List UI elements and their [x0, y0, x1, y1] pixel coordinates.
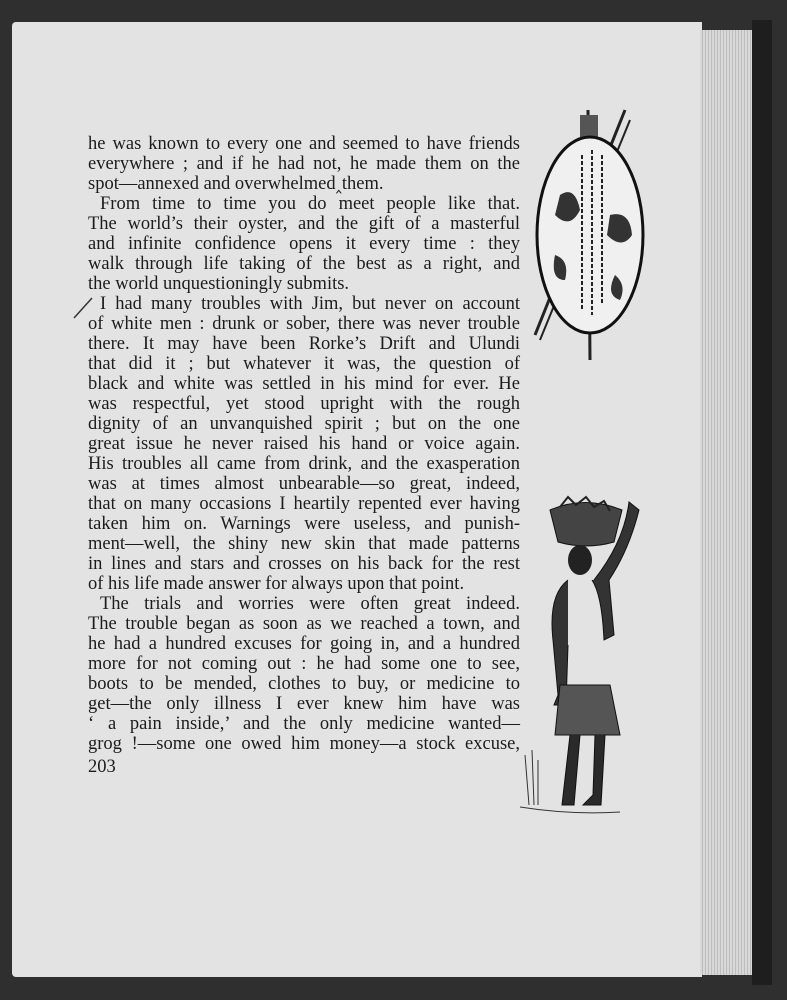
text-line: ‘ a pain inside,’ and the only medicine wanted— [88, 714, 520, 734]
text-line: get—the only illness I ever knew him have was [88, 694, 520, 714]
book-cover [752, 20, 772, 985]
text-line: The trials and worries were often great indeed. [100, 594, 520, 614]
body-text [88, 134, 520, 754]
text-line: From time to time you do meet people like that. [100, 194, 520, 214]
text-line: walk through life taking of the best as a right, and [88, 254, 520, 274]
text-line: black and white was settled in his mind for ever. He [88, 374, 520, 394]
text-line: and infinite confidence opens it every time : they [88, 234, 520, 254]
text-line: was at times almost unbearable—so great, indeed, [88, 474, 520, 494]
text-line: spot—annexed and overwhelmed‸them. [88, 174, 384, 194]
text-line: boots to be mended, clothes to buy, or medicine to [88, 674, 520, 694]
text-line: more for not coming out : he had some one to see, [88, 654, 520, 674]
shield-illustration [530, 105, 650, 365]
text-line: that did it ; but whatever it was, the question of [88, 354, 520, 374]
pencil-mark [72, 294, 96, 320]
text-line: the world unquestioningly submits. [88, 274, 350, 294]
text-line: taken him on. Warnings were useless, and punish- [88, 514, 520, 534]
text-line: great issue he never raised his hand or voice again. [88, 434, 520, 454]
text-line: he was known to every one and seemed to have friends [88, 134, 520, 154]
text-line: he had a hundred excuses for going in, and a hundred [88, 634, 520, 654]
page-edges [700, 30, 755, 975]
text-line: that on many occasions I heartily repented ever having [88, 494, 520, 514]
text-line: was respectful, yet stood upright with the rough [88, 394, 520, 414]
text-line: of white men : drunk or sober, there was never trouble [88, 314, 520, 334]
text-line: His troubles all came from drink, and the exasperation [88, 454, 520, 474]
text-line: ment—well, the shiny new skin that made patterns [88, 534, 520, 554]
woman-carrying-basket-illustration [520, 495, 650, 825]
text-line: grog !—some one owed him money—a stock excuse, [88, 734, 520, 754]
text-line: The trouble began as soon as we reached a town, and [88, 614, 520, 634]
page-number: 203 [88, 757, 116, 777]
text-line: The world’s their oyster, and the gift of a masterful [88, 214, 520, 234]
text-line: dignity of an unvanquished spirit ; but on the one [88, 414, 520, 434]
text-line: I had many troubles with Jim, but never on account [100, 294, 520, 314]
text-line: there. It may have been Rorke’s Drift and Ulundi [88, 334, 520, 354]
text-line: in lines and stars and crosses on his back for the rest [88, 554, 520, 574]
text-line: of his life made answer for always upon that point. [88, 574, 465, 594]
text-line: everywhere ; and if he had not, he made them on the [88, 154, 520, 174]
